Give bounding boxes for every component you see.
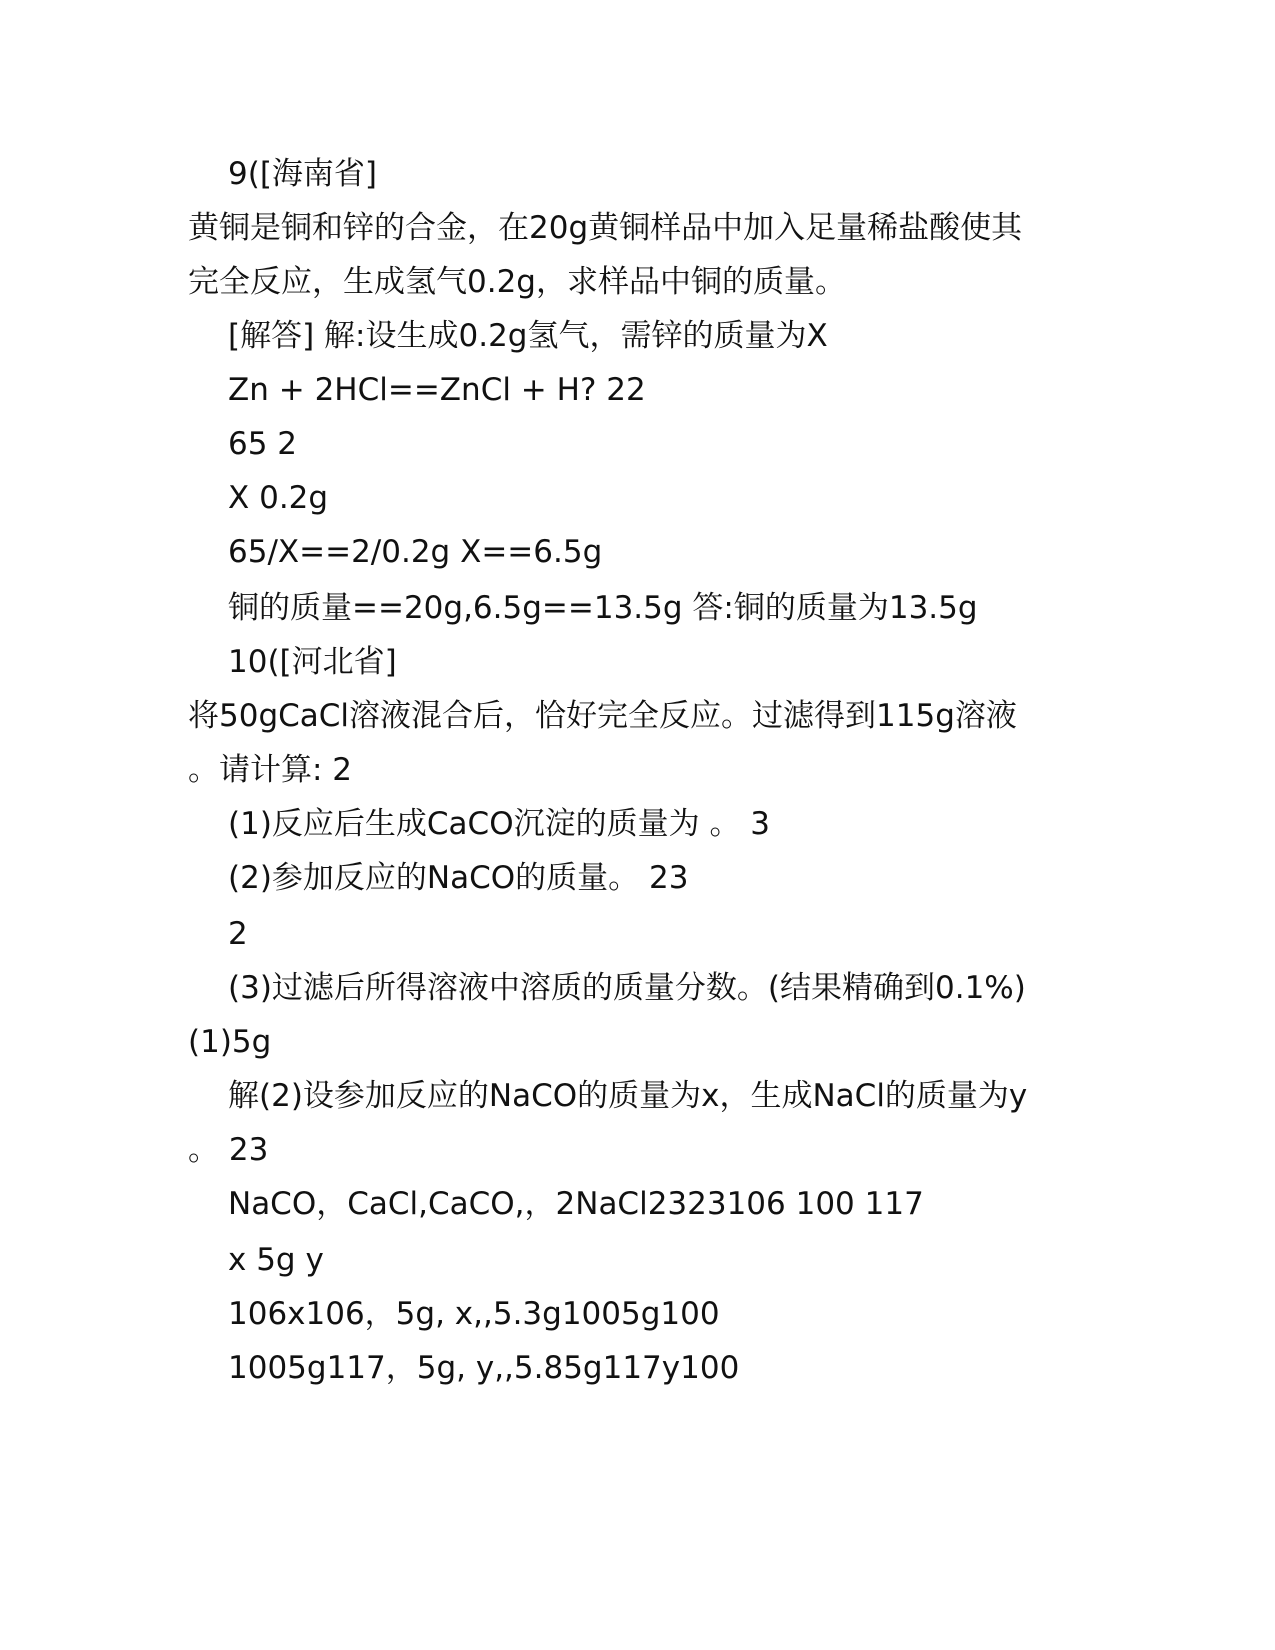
problem-9-text-line-1: 黄铜是铜和锌的合金，在20g黄铜样品中加入足量稀盐酸使其 (188, 210, 1023, 246)
problem-9-answer-intro: [解答] 解:设生成0.2g氢气，需锌的质量为X (228, 318, 828, 354)
equation-line: Zn + 2HCl==ZnCl + H? 22 (228, 372, 646, 408)
problem-10-text-line-2: 。请计算: 2 (188, 752, 353, 788)
answer-1: (1)5g (188, 1024, 272, 1060)
unknown-line: X 0.2g (228, 480, 329, 516)
x-calculation-line: 106x106，5g, x,,5.3g1005g100 (228, 1296, 720, 1332)
ratio-line: 65 2 (228, 426, 298, 462)
y-calculation-line: 1005g117，5g, y,,5.85g117y100 (228, 1350, 740, 1386)
question-2: (2)参加反应的NaCO的质量。 23 (228, 860, 689, 896)
problem-9-result-line: 铜的质量==20g,6.5g==13.5g 答:铜的质量为13.5g (228, 590, 978, 626)
problem-10-text-line-1: 将50gCaCl溶液混合后，恰好完全反应。过滤得到115g溶液 (188, 698, 1017, 734)
question-3: (3)过滤后所得溶液中溶质的质量分数。(结果精确到0.1%) (228, 970, 1026, 1006)
subscript-line: 2 (228, 916, 248, 952)
calculation-line: 65/X==2/0.2g X==6.5g (228, 534, 603, 570)
answer-2-intro-line-1: 解(2)设参加反应的NaCO的质量为x，生成NaCl的质量为y (228, 1078, 1028, 1114)
reaction-equation-line: NaCO，CaCl,CaCO,，2NaCl2323106 100 117 (228, 1186, 924, 1222)
problem-9-heading: 9([海南省] (228, 156, 378, 192)
problem-9-text-line-2: 完全反应，生成氢气0.2g，求样品中铜的质量。 (188, 264, 846, 300)
question-1: (1)反应后生成CaCO沉淀的质量为 。 3 (228, 806, 771, 842)
variables-line: x 5g y (228, 1242, 324, 1278)
answer-2-intro-line-2: 。 23 (188, 1132, 269, 1168)
problem-10-heading: 10([河北省] (228, 644, 397, 680)
